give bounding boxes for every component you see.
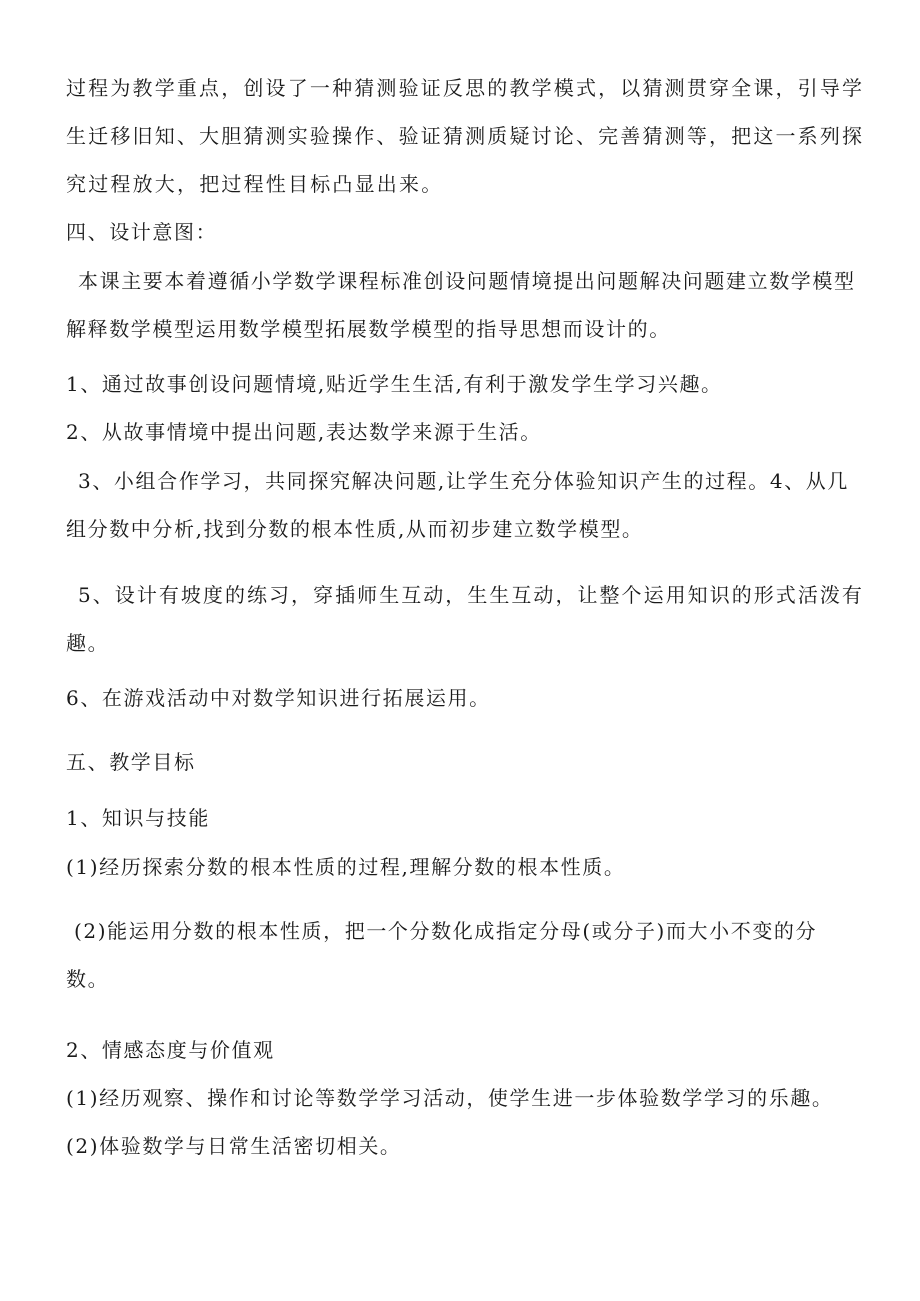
list-item: 6、在游戏活动中对数学知识进行拓展运用。 xyxy=(66,686,491,710)
goal-point: (1)经历探索分数的根本性质的过程,理解分数的根本性质。 xyxy=(66,855,626,879)
paragraph-line: 生迁移旧知、大胆猜测实验操作、验证猜测质疑讨论、完善猜测等，把这一系列探 xyxy=(66,124,865,148)
paragraph-line: 本课主要本着遵循小学数学课程标准创设问题情境提出问题解决问题建立数学模型 xyxy=(78,269,856,293)
goal-point: (1)经历观察、操作和讨论等数学学习活动，使学生进一步体验数学学习的乐趣。 xyxy=(66,1086,834,1110)
section-heading-design-intent: 四、设计意图： xyxy=(66,220,218,244)
paragraph-line: 解释数学模型运用数学模型拓展数学模型的指导思想而设计的。 xyxy=(66,317,671,341)
list-item: 1、通过故事创设问题情境,贴近学生生活,有利于激发学生学习兴趣。 xyxy=(66,372,723,396)
goal-point: 数。 xyxy=(66,967,110,991)
list-item: 2、从故事情境中提出问题,表达数学来源于生活。 xyxy=(66,420,542,444)
list-item: 趣。 xyxy=(66,631,110,655)
list-item: 3、小组合作学习，共同探究解决问题,让学生充分体验知识产生的过程。4、从几 xyxy=(78,469,850,493)
paragraph-line: 过程为教学重点，创设了一种猜测验证反思的教学模式，以猜测贯穿全课，引导学 xyxy=(66,76,865,100)
subsection-heading: 2、情感态度与价值观 xyxy=(66,1038,275,1062)
list-item: 5、设计有坡度的练习，穿插师生互动，生生互动，让整个运用知识的形式活泼有 xyxy=(78,583,864,607)
goal-point: (2)体验数学与日常生活密切相关。 xyxy=(66,1134,402,1158)
section-heading-teaching-goals: 五、教学目标 xyxy=(66,750,196,774)
paragraph-line: 究过程放大，把过程性目标凸显出来。 xyxy=(66,172,444,196)
goal-point: (2)能运用分数的根本性质，把一个分数化成指定分母(或分子)而大小不变的分 xyxy=(74,919,818,943)
subsection-heading: 1、知识与技能 xyxy=(66,806,210,830)
list-item: 组分数中分析,找到分数的根本性质,从而初步建立数学模型。 xyxy=(66,517,644,541)
